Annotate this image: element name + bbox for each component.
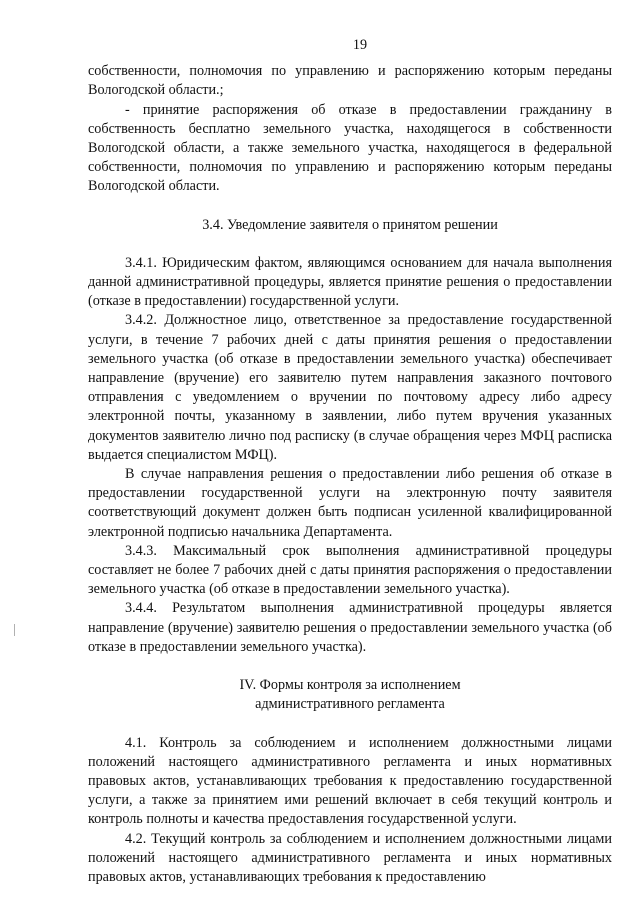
paragraph-refusal-order: - принятие распоряжения об отказе в предоставлении гражданину в собственность бесплатно земельного участка, находящегося в собственности Вологодской области, а также земельного участка, находящегося в федеральной собственности, полномочия по управлению и распоряжению которым переданы Вологодской области. — [88, 101, 612, 195]
paragraph-4-1: 4.1. Контроль за соблюдением и исполнением должностными лицами положений настоящего административного регламента и иных нормативных правовых актов, устанавливающих требования к предоставлению государственной услуги, а также за принятием ими решений включает в себя текущий контроль и контроль полноты и качества предоставления государственной услуги. — [88, 734, 612, 828]
paragraph-continuation: собственности, полномочия по управлению и распоряжению которым переданы Вологодской области.; — [88, 63, 612, 99]
section-heading-3-4: 3.4. Уведомление заявителя о принятом решении — [202, 216, 498, 233]
paragraph-3-4-2: 3.4.2. Должностное лицо, ответственное за предоставление государственной услуги, в течение 7 рабочих дней с даты принятия решения о предоставлении земельного участка (об отказе в предоставлении земельного участка) обеспечивает направление (вручение) его заявителю путем направления заказного почтового отправления с уведомлением о вручении по почтовому адресу либо адресу электронной почты, указанному в заявлении, либо путем вручения указанных документов заявителю лично под расписку (в случае обращения через МФЦ расписка выдается специалистом МФЦ). — [88, 312, 612, 463]
paragraph-3-4-4: 3.4.4. Результатом выполнения административной процедуры является направление (вручение) заявителю решения о предоставлении земельного участка (об отказе в предоставлении земельного участка). — [88, 600, 612, 655]
section-heading-iv-line1: IV. Формы контроля за исполнением — [239, 677, 461, 694]
paragraph-3-4-3: 3.4.3. Максимальный срок выполнения административной процедуры составляет не более 7 рабочих дней с даты принятия распоряжения о предоставлении земельного участка (об отказе в предоставлении земельного участка). — [88, 542, 612, 598]
paragraph-4-2: 4.2. Текущий контроль за соблюдением и исполнением должностными лицами положений настоящего административного регламента и иных нормативных правовых актов, устанавливающих требования к предоставлению — [88, 830, 612, 885]
paragraph-3-4-1: 3.4.1. Юридическим фактом, являющимся основанием для начала выполнения данной административной процедуры, является принятие решения о предоставлении (отказе в предоставлении) государственной услуги. — [88, 254, 612, 310]
section-heading-iv-line2: административного регламента — [255, 696, 445, 713]
paragraph-3-4-2-electronic: В случае направления решения о предоставлении либо решения об отказе в предоставлении государственной услуги на электронную почту заявителя соответствующий документ должен быть подписан усиленной квалифицированной электронной подписью начальника Департамента. — [88, 466, 612, 540]
page-number: 19 — [352, 37, 368, 53]
margin-scan-mark — [14, 624, 15, 636]
